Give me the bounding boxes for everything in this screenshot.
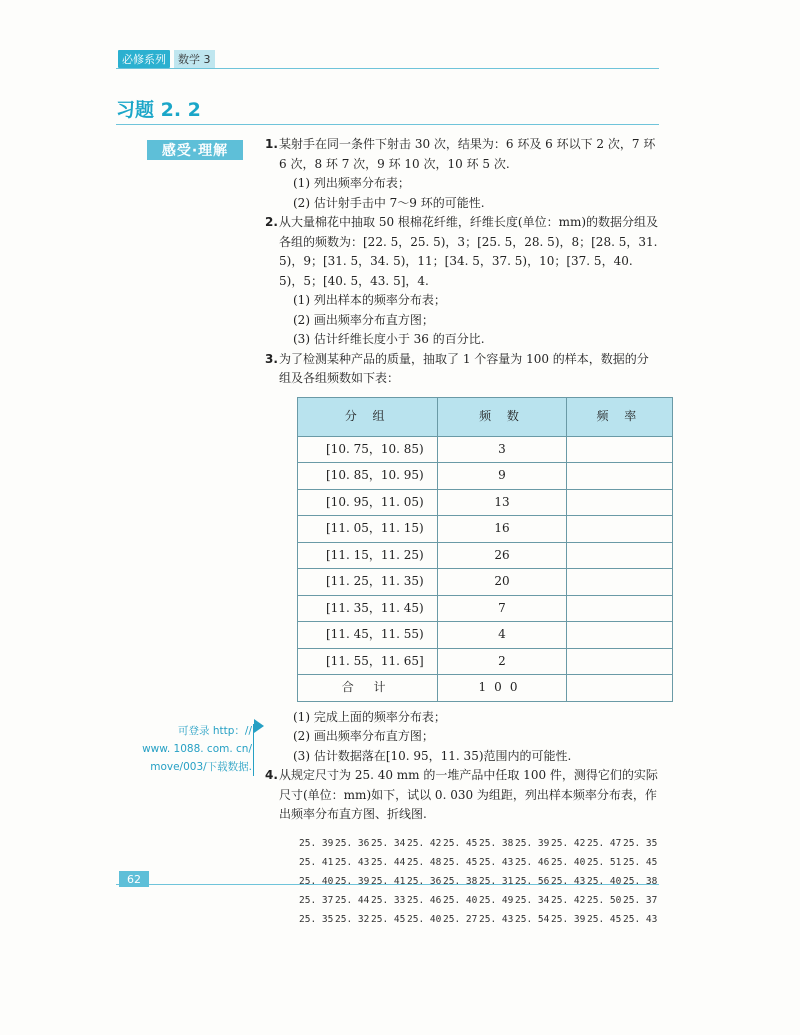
frequency-cell bbox=[566, 569, 672, 596]
data-cell: 25. 37 bbox=[299, 894, 334, 906]
data-cell: 25. 56 bbox=[515, 875, 550, 887]
sub-question: (3) 估计数据落在[10. 95，11. 35)范围内的可能性. bbox=[293, 748, 572, 763]
measurement-data-grid bbox=[299, 835, 660, 928]
table-row bbox=[298, 569, 673, 596]
data-cell: 25. 41 bbox=[299, 856, 334, 868]
frequency-cell bbox=[566, 675, 672, 702]
table-row bbox=[298, 463, 673, 490]
data-cell: 25. 40 bbox=[407, 913, 442, 925]
data-cell: 25. 42 bbox=[407, 837, 442, 849]
frequency-cell bbox=[566, 489, 672, 516]
data-cell: 25. 39 bbox=[299, 837, 334, 849]
data-cell: 25. 34 bbox=[371, 837, 406, 849]
data-cell: 25. 37 bbox=[623, 894, 658, 906]
data-cell: 25. 43 bbox=[551, 875, 586, 887]
frequency-cell bbox=[566, 622, 672, 649]
data-cell: 25. 41 bbox=[371, 875, 406, 887]
data-cell: 25. 45 bbox=[443, 856, 478, 868]
question-number: 1. bbox=[265, 137, 278, 151]
header-rule bbox=[116, 68, 659, 69]
data-cell: 25. 50 bbox=[587, 894, 622, 906]
question-text: 从大量棉花中抽取 50 根棉花纤维，纤维长度(单位：mm)的数据分组及各组的频数为：[22. 5，25. 5)，3；[25. 5，28. 5)，8；[28. 5，31. 5)，9；[31. 5，34. 5)，11；[34. 5，37. 5)，10；[37. 5，40. 5)，5；[40. 5，43. 5]，4. bbox=[279, 215, 659, 288]
count-cell: 20 bbox=[438, 569, 566, 596]
frequency-cell bbox=[566, 463, 672, 490]
question-1 bbox=[265, 135, 660, 213]
data-cell: 25. 45 bbox=[623, 856, 658, 868]
table-row bbox=[298, 436, 673, 463]
title-rule bbox=[116, 124, 659, 125]
group-cell: [10. 75，10. 85) bbox=[298, 436, 438, 463]
data-cell: 25. 35 bbox=[623, 837, 658, 849]
pointer-arrow-icon bbox=[254, 719, 264, 733]
frequency-cell bbox=[566, 595, 672, 622]
data-cell: 25. 38 bbox=[623, 875, 658, 887]
data-cell: 25. 44 bbox=[371, 856, 406, 868]
count-cell: 4 bbox=[438, 622, 566, 649]
data-cell: 25. 34 bbox=[515, 894, 550, 906]
margin-note bbox=[110, 722, 252, 776]
data-cell: 25. 35 bbox=[299, 913, 334, 925]
data-cell: 25. 43 bbox=[479, 856, 514, 868]
group-cell: [10. 85，10. 95) bbox=[298, 463, 438, 490]
book-tag: 数学 3 bbox=[174, 50, 215, 68]
data-cell: 25. 51 bbox=[587, 856, 622, 868]
data-cell: 25. 36 bbox=[335, 837, 370, 849]
exercise-content bbox=[265, 135, 660, 928]
data-cell: 25. 39 bbox=[551, 913, 586, 925]
table-row bbox=[298, 516, 673, 543]
column-header-group: 分 组 bbox=[298, 397, 438, 436]
data-cell: 25. 54 bbox=[515, 913, 550, 925]
question-number: 3. bbox=[265, 351, 278, 366]
data-cell: 25. 31 bbox=[479, 875, 514, 887]
column-header-count: 频 数 bbox=[438, 397, 566, 436]
count-cell: 7 bbox=[438, 595, 566, 622]
count-cell: 26 bbox=[438, 542, 566, 569]
sub-question: (2) 画出频率分布直方图； bbox=[293, 312, 434, 327]
data-cell: 25. 46 bbox=[515, 856, 550, 868]
group-cell: [11. 35，11. 45) bbox=[298, 595, 438, 622]
question-number: 4. bbox=[265, 768, 278, 782]
section-title: 习题 2. 2 bbox=[116, 99, 201, 121]
frequency-cell bbox=[566, 516, 672, 543]
question-text: 为了检测某种产品的质量，抽取了 1 个容量为 100 的样本，数据的分组及各组频数如下表： bbox=[279, 351, 649, 385]
margin-note-line: www. 1088. com. cn/ bbox=[142, 743, 252, 755]
data-cell: 25. 43 bbox=[479, 913, 514, 925]
total-label: 合 计 bbox=[298, 675, 438, 702]
data-cell: 25. 48 bbox=[407, 856, 442, 868]
total-value: 100 bbox=[438, 675, 566, 702]
sub-question: (1) 完成上面的频率分布表； bbox=[293, 709, 446, 724]
count-cell: 16 bbox=[438, 516, 566, 543]
sub-question: (3) 估计纤维长度小于 36 的百分比. bbox=[293, 332, 485, 346]
section-badge: 感受·理解 bbox=[147, 140, 243, 160]
sub-question: (1) 列出样本的频率分布表； bbox=[293, 293, 446, 307]
data-cell: 25. 43 bbox=[623, 913, 658, 925]
data-cell: 25. 32 bbox=[335, 913, 370, 925]
data-cell: 25. 40 bbox=[587, 875, 622, 887]
question-text: 从规定尺寸为 25. 40 mm 的一堆产品中任取 100 件，测得它们的实际尺寸(单位：mm)如下，试以 0. 030 为组距，列出样本频率分布表，作出频率分布直方图、折线图. bbox=[279, 768, 658, 821]
frequency-cell bbox=[566, 648, 672, 675]
data-cell: 25. 49 bbox=[479, 894, 514, 906]
data-cell: 25. 45 bbox=[443, 837, 478, 849]
count-cell: 3 bbox=[438, 436, 566, 463]
group-cell: [11. 15，11. 25) bbox=[298, 542, 438, 569]
column-header-frequency: 频 率 bbox=[566, 397, 672, 436]
count-cell: 2 bbox=[438, 648, 566, 675]
margin-note-line: 可登录 http：// bbox=[178, 725, 252, 737]
group-cell: [11. 05，11. 15) bbox=[298, 516, 438, 543]
data-cell: 25. 42 bbox=[551, 837, 586, 849]
data-cell: 25. 36 bbox=[407, 875, 442, 887]
question-3 bbox=[265, 350, 660, 767]
data-cell: 25. 43 bbox=[335, 856, 370, 868]
data-cell: 25. 39 bbox=[335, 875, 370, 887]
frequency-cell bbox=[566, 436, 672, 463]
table-total-row bbox=[298, 675, 673, 702]
data-cell: 25. 38 bbox=[443, 875, 478, 887]
data-cell: 25. 40 bbox=[551, 856, 586, 868]
data-cell: 25. 40 bbox=[443, 894, 478, 906]
group-cell: [10. 95，11. 05) bbox=[298, 489, 438, 516]
frequency-table bbox=[297, 397, 673, 702]
sub-question: (2) 画出频率分布直方图； bbox=[293, 729, 434, 743]
sub-question: (2) 估计射手击中 7～9 环的可能性. bbox=[293, 195, 485, 210]
table-row bbox=[298, 648, 673, 675]
margin-note-line: move/003/下载数据. bbox=[150, 761, 252, 773]
running-header bbox=[118, 51, 215, 67]
question-text: 某射手在同一条件下射击 30 次，结果为：6 环及 6 环以下 2 次，7 环 6 次，8 环 7 次，9 环 10 次，10 环 5 次. bbox=[279, 137, 656, 171]
data-cell: 25. 42 bbox=[551, 894, 586, 906]
data-cell: 25. 46 bbox=[407, 894, 442, 906]
question-2 bbox=[265, 213, 660, 350]
count-cell: 13 bbox=[438, 489, 566, 516]
data-cell: 25. 40 bbox=[299, 875, 334, 887]
data-cell: 25. 27 bbox=[443, 913, 478, 925]
table-header-row bbox=[298, 397, 673, 436]
data-cell: 25. 38 bbox=[479, 837, 514, 849]
sub-question: (1) 列出频率分布表； bbox=[293, 176, 410, 190]
table-row bbox=[298, 542, 673, 569]
frequency-cell bbox=[566, 542, 672, 569]
series-tag: 必修系列 bbox=[118, 50, 170, 68]
data-cell: 25. 44 bbox=[335, 894, 370, 906]
group-cell: [11. 45，11. 55) bbox=[298, 622, 438, 649]
data-cell: 25. 45 bbox=[587, 913, 622, 925]
group-cell: [11. 55，11. 65] bbox=[298, 648, 438, 675]
data-cell: 25. 39 bbox=[515, 837, 550, 849]
page-number: 62 bbox=[119, 871, 149, 887]
group-cell: [11. 25，11. 35) bbox=[298, 569, 438, 596]
count-cell: 9 bbox=[438, 463, 566, 490]
data-cell: 25. 47 bbox=[587, 837, 622, 849]
data-cell: 25. 33 bbox=[371, 894, 406, 906]
question-4 bbox=[265, 766, 660, 928]
data-cell: 25. 45 bbox=[371, 913, 406, 925]
table-row bbox=[298, 489, 673, 516]
question-number: 2. bbox=[265, 215, 278, 229]
table-row bbox=[298, 595, 673, 622]
table-row bbox=[298, 622, 673, 649]
footer-rule bbox=[116, 884, 659, 885]
